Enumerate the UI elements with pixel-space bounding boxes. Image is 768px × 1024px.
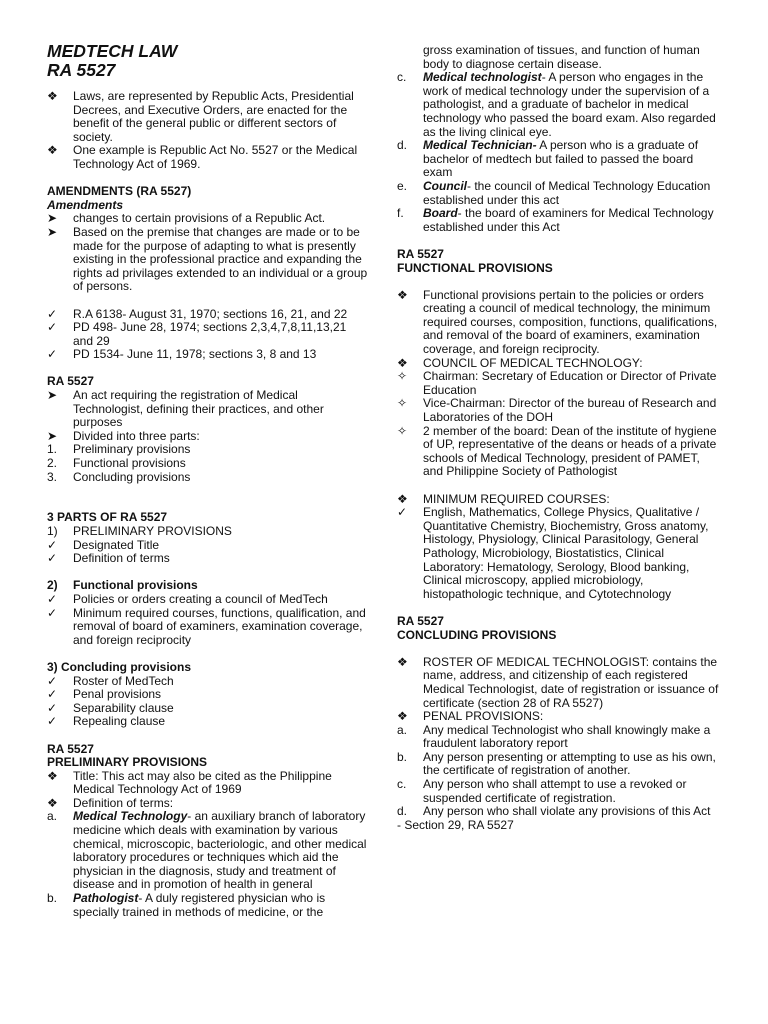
list-item-text: PENAL PROVISIONS:	[423, 709, 544, 724]
definition-a-text: - an auxiliary branch of laboratory medicine which deals with examination by various chemical, microscopic, bacteriologic, and other medical laboratory procedures or techniques which aid the physician in the diagnosis, study and treatment of disease and in promotion of health in general	[73, 809, 367, 892]
bullet-icon: ✓	[47, 537, 58, 552]
list-item-text: Any person who shall violate any provisions of this Act	[423, 804, 711, 819]
list-item	[397, 710, 719, 724]
bullet-icon: ❖	[397, 654, 408, 669]
list-item	[47, 552, 369, 566]
list-item-text: Separability clause	[73, 700, 174, 715]
definition-term: Council	[423, 178, 467, 193]
definition-b-marker: b.	[47, 891, 58, 906]
definition-item	[397, 71, 719, 139]
list-item-text: Designated Title	[73, 537, 160, 552]
bullet-icon: b.	[397, 749, 408, 764]
definition-text: - the board of examiners for Medical Technology established under this Act	[423, 206, 714, 234]
bullet-icon: a.	[397, 722, 408, 737]
list-item-text: Policies or orders creating a council of MedTech	[73, 591, 328, 606]
functional-heading-1: RA 5527	[397, 246, 444, 261]
bullet-icon: ✧	[397, 396, 408, 411]
bullet-icon: ✓	[47, 605, 58, 620]
part-2-list	[47, 593, 369, 647]
definition-text: A person who is a graduate of bachelor of medtech but failed to passed the board exam	[423, 138, 699, 180]
list-item	[47, 607, 369, 648]
bullet-icon: ✓	[47, 687, 58, 702]
bullet-icon: ✓	[47, 551, 58, 566]
definition-term: Medical Technician-	[423, 138, 537, 153]
amendments-subheading: Amendments	[47, 197, 124, 212]
list-item	[47, 593, 369, 607]
bullet-icon: ➤	[47, 211, 58, 226]
list-item	[397, 506, 719, 601]
list-item-text: Functional provisions	[73, 456, 186, 471]
bullet-icon: ✓	[47, 700, 58, 715]
intro-list	[47, 90, 369, 172]
concluding-heading-1: RA 5527	[397, 613, 444, 628]
list-item-text: Roster of MedTech	[73, 673, 174, 688]
definition-b-term: Pathologist	[73, 891, 139, 906]
bullet-icon: ✓	[47, 306, 58, 321]
definition-marker: e.	[397, 178, 408, 193]
list-item-text: Vice-Chairman: Director of the bureau of Research and Laboratories of the DOH	[423, 396, 717, 425]
functional-intro-text: Functional provisions pertain to the policies or orders creating a council of medical technology, the minimum required courses, composition, functions, qualifications, and removal of the board of examiners, examination coverage, and foreign reciprocity.	[423, 287, 718, 357]
concluding-list	[397, 656, 719, 819]
list-item	[397, 357, 719, 371]
part-1-title: PRELIMINARY PROVISIONS	[73, 524, 232, 538]
section-note: - Section 29, RA 5527	[397, 817, 514, 832]
list-item-text: Divided into three parts:	[73, 428, 200, 443]
list-item-text: 2 member of the board: Dean of the institute of hygiene of UP, representative of the deans or heads of a private schools of Medical Technology, president of PAMET, and Philippine Society of Pathologist	[423, 423, 717, 479]
list-item	[47, 144, 369, 171]
list-item	[47, 90, 369, 144]
list-item	[47, 389, 369, 430]
list-item	[47, 688, 369, 702]
bullet-icon: c.	[397, 777, 407, 792]
list-item	[397, 656, 719, 710]
list-item-text: ROSTER OF MEDICAL TECHNOLOGIST: contains the name, address, and citizenship of each registered Medical Technologist, date of registration or issuance of certificate (section 28 of RA 5527)	[423, 654, 719, 710]
list-item	[397, 397, 719, 424]
definition-term: Medical technologist	[423, 70, 542, 85]
list-item	[47, 675, 369, 689]
bullet-icon: ✓	[47, 591, 58, 606]
list-item	[397, 778, 719, 805]
bullet-icon: 3.	[47, 469, 58, 484]
part-3-list	[47, 675, 369, 729]
list-item	[397, 370, 719, 397]
list-item	[47, 457, 369, 471]
list-item-text: R.A 6138- August 31, 1970; sections 16, 21, and 22	[73, 306, 348, 321]
doc-subtitle: RA 5527	[47, 60, 116, 80]
list-item	[47, 321, 369, 348]
part-2-title: Functional provisions	[73, 578, 198, 593]
prelim-heading-2: PRELIMINARY PROVISIONS	[47, 755, 208, 770]
definition-b-continued-text: gross examination of tissues, and function of human body to diagnose certain disease.	[423, 43, 700, 71]
bullet-icon: ✓	[47, 320, 58, 335]
list-item-text: changes to certain provisions of a Republic Act.	[73, 211, 326, 226]
part-2-heading	[47, 579, 369, 593]
amendments-heading: AMENDMENTS (RA 5527)	[47, 184, 192, 199]
definition-a	[47, 810, 369, 892]
list-item-text: Penal provisions	[73, 687, 162, 702]
bullet-icon: ❖	[397, 355, 408, 370]
list-item	[47, 430, 369, 444]
list-item	[47, 715, 369, 729]
definition-marker: c.	[397, 70, 407, 85]
bullet-icon: d.	[397, 804, 408, 819]
list-item-text: Concluding provisions	[73, 469, 191, 484]
list-item	[47, 226, 369, 294]
list-item	[47, 348, 369, 362]
parts-heading: 3 PARTS OF RA 5527	[47, 510, 168, 525]
definition-b-continued	[397, 44, 719, 71]
list-item	[47, 443, 369, 457]
doc-title: MEDTECH LAW	[47, 41, 178, 61]
definitions-list	[397, 71, 719, 234]
list-item-text: Chairman: Secretary of Education or Director of Private Education	[423, 369, 717, 397]
list-item	[397, 425, 719, 479]
definition-a-term: Medical Technology	[73, 809, 188, 824]
part-2-marker: 2)	[47, 578, 58, 593]
part-1-heading	[47, 525, 369, 539]
list-item-text: Definition of terms	[73, 551, 170, 566]
list-item-text: One example is Republic Act No. 5527 or the Medical Technology Act of 1969.	[73, 143, 358, 171]
bullet-icon: ❖	[47, 768, 58, 783]
concluding-heading-2: CONCLUDING PROVISIONS	[397, 627, 557, 642]
list-item-text: English, Mathematics, College Physics, Qualitative / Quantitative Chemistry, Biochemistry, Gross anatomy, Histology, Physiology, Clinical Parasitology, General Pathology, Microbiology, Biostatistics, Clinical Laboratory: Hematology, Serology, Blood banking, Clinical microscopy, applied microbiology, histopathologic technique, and Cytotechnology	[423, 505, 709, 601]
list-item-text: Repealing clause	[73, 714, 166, 729]
list-item-text: Minimum required courses, functions, qualification, and removal of board of examiners, examination coverage, and foreign reciprocity	[73, 605, 366, 647]
list-item-text: Any medical Technologist who shall knowingly make a fraudulent laboratory report	[423, 722, 711, 751]
bullet-icon: ✓	[47, 714, 58, 729]
list-item	[47, 797, 369, 811]
bullet-icon: ❖	[47, 143, 58, 158]
list-item	[47, 702, 369, 716]
part-1-list	[47, 539, 369, 566]
bullet-icon: ✧	[397, 423, 408, 438]
list-item	[397, 724, 719, 751]
list-item-text: An act requiring the registration of Medical Technologist, defining their practices, and other purposes	[73, 388, 324, 430]
bullet-icon: 2.	[47, 456, 58, 471]
definition-term: Board	[423, 206, 458, 221]
list-item-text: Definition of terms:	[73, 795, 174, 810]
list-item-text: PD 498- June 28, 1974; sections 2,3,4,7,8,11,13,21 and 29	[73, 320, 347, 348]
list-item-text: Preliminary provisions	[73, 442, 191, 457]
definition-item	[397, 207, 719, 234]
definition-item	[397, 180, 719, 207]
prelim-list	[47, 770, 369, 811]
list-item-text: Any person who shall attempt to use a revoked or suspended certificate of registration.	[423, 777, 687, 805]
council-list	[397, 357, 719, 479]
bullet-icon: ✧	[397, 369, 408, 384]
right-column	[397, 44, 719, 832]
list-item-text: Based on the premise that changes are made or to be made for the purpose of adapting to what is presently existing in the professional practice and expanding the rights ad privilages extended to an individual or a group of persons.	[73, 224, 368, 294]
courses-list	[397, 493, 719, 602]
list-item	[47, 539, 369, 553]
definition-a-marker: a.	[47, 809, 58, 824]
list-item	[47, 212, 369, 226]
list-item	[397, 751, 719, 778]
bullet-icon: ❖	[47, 795, 58, 810]
list-item-text: COUNCIL OF MEDICAL TECHNOLOGY:	[423, 355, 643, 370]
definition-marker: d.	[397, 138, 408, 153]
list-item	[47, 308, 369, 322]
bullet-icon: ➤	[47, 428, 58, 443]
bullet-icon: ✓	[47, 347, 58, 362]
list-item-text: Any person presenting or attempting to use as his own, the certificate of registration of another.	[423, 749, 716, 778]
prelim-heading-1: RA 5527	[47, 741, 94, 756]
amendment-laws-list	[47, 308, 369, 362]
functional-intro	[397, 289, 719, 357]
ra-heading: RA 5527	[47, 374, 94, 389]
functional-intro-marker: ❖	[397, 287, 408, 302]
bullet-icon: ✓	[47, 673, 58, 688]
list-item-text: Title: This act may also be cited as the Philippine Medical Technology Act of 1969	[73, 768, 332, 797]
bullet-icon: ❖	[47, 89, 58, 103]
definition-b-text: - A duly registered physician who is specially trained in methods of medicine, or the	[73, 891, 326, 919]
list-item-text: PD 1534- June 11, 1978; sections 3, 8 and 13	[73, 347, 317, 362]
ra-list	[47, 389, 369, 484]
list-item-text: Laws, are represented by Republic Acts, Presidential Decrees, and Executive Orders, are enacted for the benefit of the general public or different sectors of society.	[73, 89, 354, 144]
amendments-list	[47, 212, 369, 294]
list-item	[397, 805, 719, 819]
list-item	[47, 770, 369, 797]
bullet-icon: ❖	[397, 709, 408, 724]
list-item	[397, 493, 719, 507]
definition-b	[47, 892, 369, 919]
bullet-icon: 1.	[47, 442, 58, 457]
part-3-heading: 3) Concluding provisions	[47, 659, 192, 674]
list-item	[47, 471, 369, 485]
functional-heading-2: FUNCTIONAL PROVISIONS	[397, 260, 553, 275]
definition-marker: f.	[397, 206, 404, 221]
bullet-icon: ❖	[397, 491, 408, 506]
bullet-icon: ➤	[47, 224, 58, 239]
bullet-icon: ➤	[47, 388, 58, 403]
left-column	[47, 42, 369, 919]
bullet-icon: ✓	[397, 505, 408, 520]
part-1-marker: 1)	[47, 524, 58, 538]
definition-text: - the council of Medical Technology Education established under this act	[423, 178, 711, 207]
list-item-text: MINIMUM REQUIRED COURSES:	[423, 491, 610, 506]
definition-item	[397, 139, 719, 180]
definition-text: - A person who engages in the work of medical technology under the supervision of a pathologist, and a graduate of bachelor in medical technology who passed the board exam. Also regarded as the living clinical eye.	[423, 70, 716, 139]
